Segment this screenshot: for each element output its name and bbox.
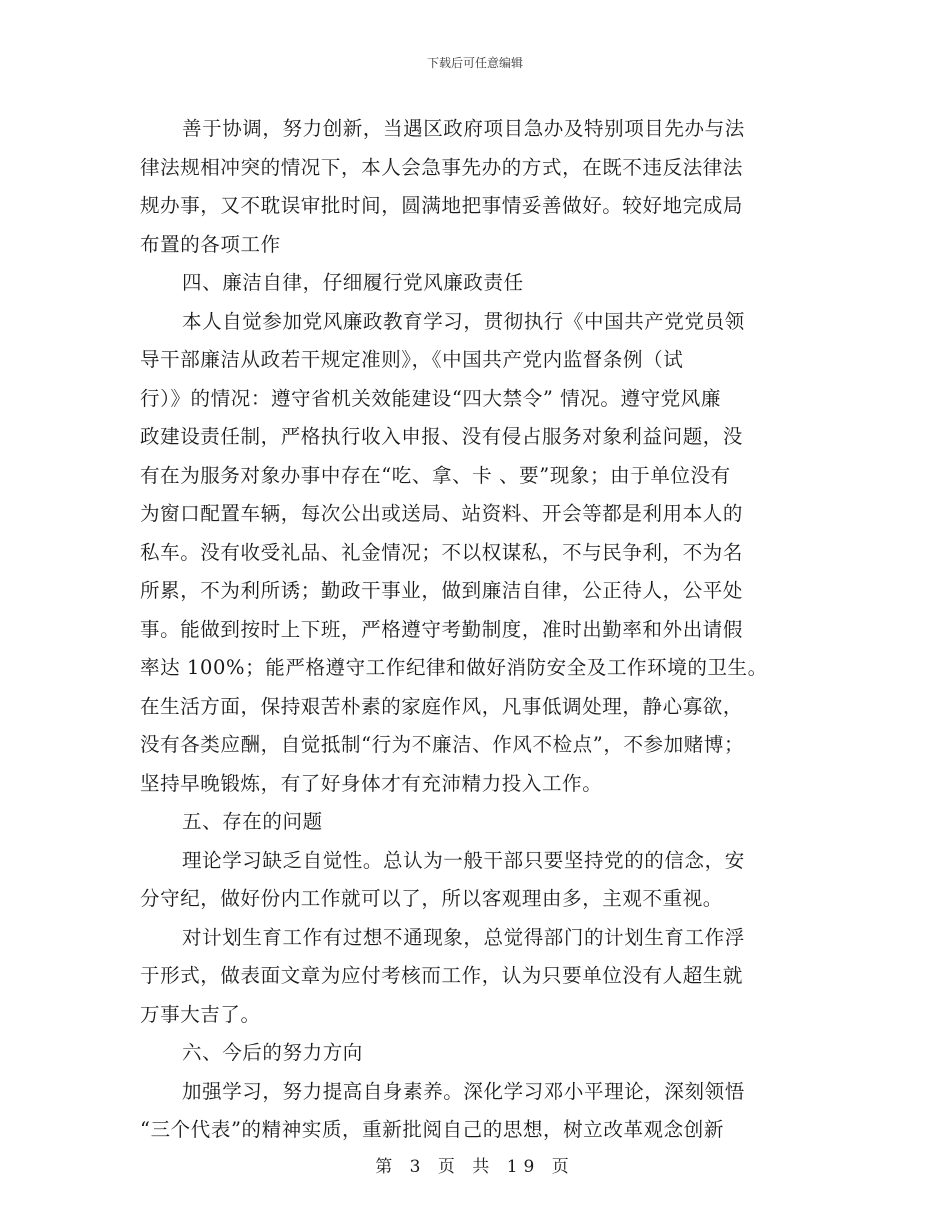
text-line: 为窗口配置车辆，每次公出或送局、站资料、开会等都是利用本人的 (140, 502, 744, 525)
text-line: 导干部廉洁从政若干规定准则》，《中国共产党内监督条例（试 (140, 348, 684, 371)
document-body (140, 110, 810, 1150)
text-line: 对计划生育工作有过想不通现象，总觉得部门的计划生育工作浮 (182, 925, 745, 949)
page-header: 下载后可任意编辑 (426, 56, 523, 70)
text-line: 没有各类应酬，自觉抵制“行为不廉洁、作风不检点”，不参加赌博； (140, 733, 745, 756)
page-footer: 第 3 页 共 19 页 (375, 1157, 575, 1177)
text-line: 五、存在的问题 (182, 810, 323, 833)
text-line: 在生活方面，保持艰苦朴素的家庭作风，凡事低调处理，静心寡欲， (140, 694, 744, 718)
text-line: 加强学习，努力提高自身素养。深化学习邓小平理论，深刻领悟 (182, 1079, 745, 1103)
text-line: 规办事，又不耽误审批时间，圆满地把事情妥善做好。较好地完成局 (140, 194, 744, 217)
text-line: 私车。没有收受礼品、礼金情况；不以权谋私，不与民争利，不为名 (140, 540, 744, 564)
text-line: 政建设责任制，严格执行收入申报、没有侵占服务对象利益问题，没 (140, 425, 744, 448)
text-line: 于形式，做表面文章为应付考核而工作，认为只要单位没有人超生就 (140, 964, 744, 987)
text-line: 律法规相冲突的情况下，本人会急事先办的方式，在既不违反法律法 (140, 155, 744, 179)
text-line: 六、今后的努力方向 (182, 1041, 363, 1064)
text-line: 理论学习缺乏自觉性。总认为一般干部只要坚持党的的信念，安 (182, 848, 745, 872)
text-line: 有在为服务对象办事中存在“吃、拿、卡 、要”现象；由于单位没有 (140, 463, 731, 487)
text-line: 本人自觉参加党风廉政教育学习，贯彻执行《中国共产党党员领 (182, 309, 745, 333)
text-line: 布置的各项工作 (140, 232, 281, 256)
text-line: 分守纪，做好份内工作就可以了，所以客观理由多，主观不重视。 (140, 887, 723, 910)
text-line: 坚持早晚锻炼，有了好身体才有充沛精力投入工作。 (140, 771, 603, 795)
text-line: 事。能做到按时上下班，严格遵守考勤制度，准时出勤率和外出请假 (140, 617, 744, 641)
text-line: 善于协调，努力创新，当遇区政府项目急办及特别项目先办与法 (182, 117, 745, 140)
text-line: 万事大吉了。 (140, 1002, 261, 1026)
text-line: 所累，不为利所诱；勤政干事业，做到廉洁自律，公正待人，公平处 (140, 579, 744, 602)
text-line: “三个代表”的精神实质，重新批阅自己的思想，树立改革观念创新 (140, 1118, 724, 1141)
text-line: 率达 100%；能严格遵守工作纪律和做好消防安全及工作环境的卫生。 (140, 656, 768, 679)
text-line: 行）》的情况：遵守省机关效能建设“四大禁令” 情况。遵守党风廉 (140, 386, 721, 410)
text-line: 四、廉洁自律，仔细履行党风廉政责任 (182, 271, 524, 294)
